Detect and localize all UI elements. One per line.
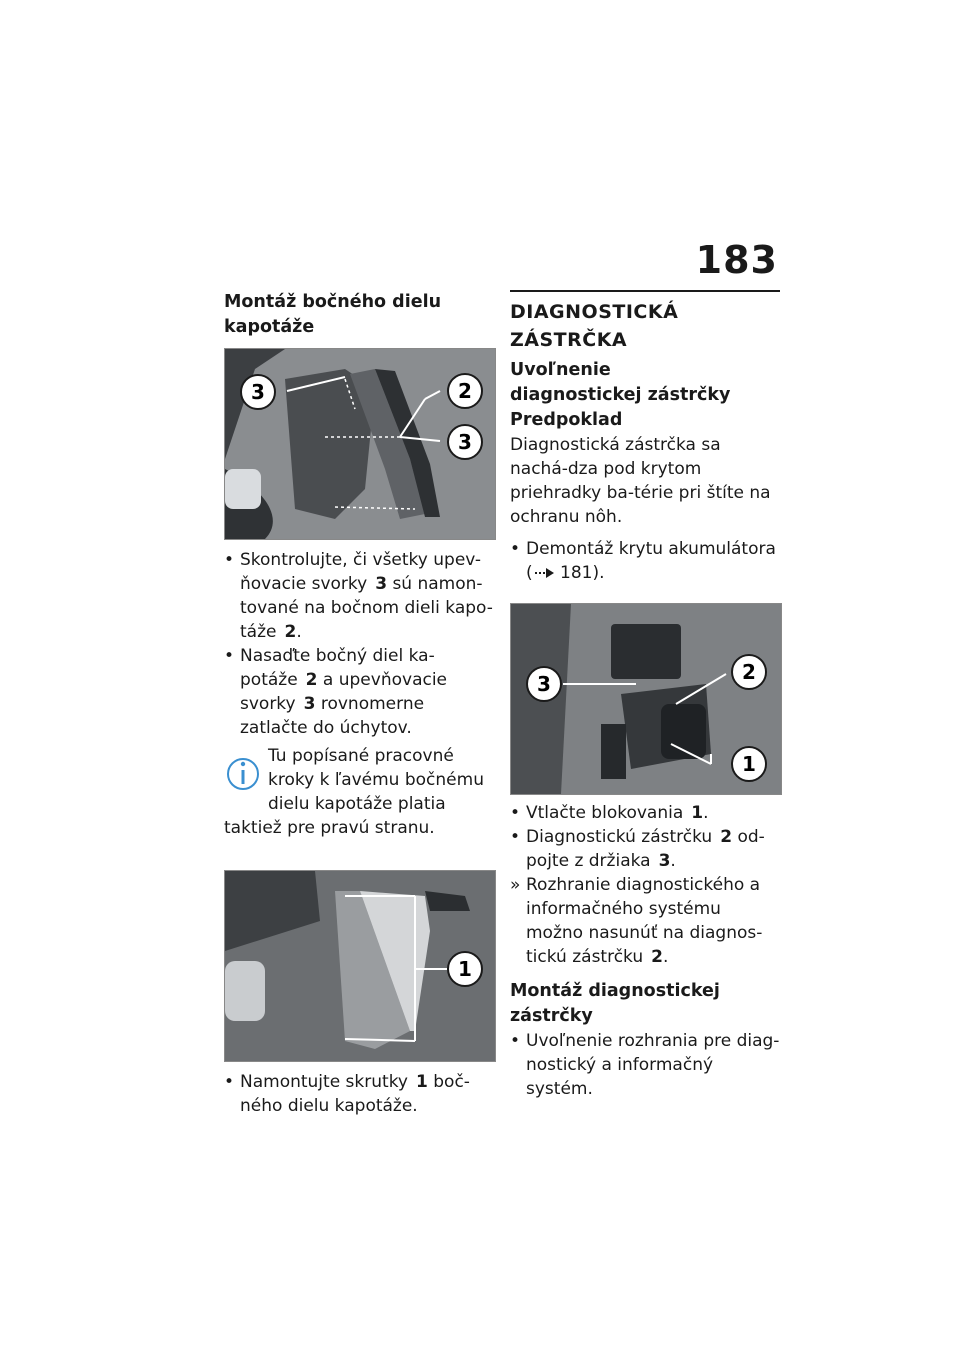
steps-install: [510, 1029, 780, 1101]
steps-list-2: [224, 1070, 496, 1118]
step-item: » Rozhranie diagnostického a informačného systému možno nasunúť na diagnos-tickú zástrčku 2.: [510, 875, 763, 967]
steps-list-1: [224, 548, 496, 740]
prerequisite-label: Predpoklad: [510, 410, 623, 430]
step-item: • Skontrolujte, či všetky upev-ňovacie svorky 3 sú namon-tované na bočnom dieli kapo-táže 2.: [224, 550, 493, 642]
figure-diagnostic-plug: [510, 603, 782, 795]
figure-side-panel-screw: [224, 870, 496, 1062]
callout-1: 1: [458, 957, 472, 981]
callout-2: 2: [742, 660, 756, 684]
right-column: [510, 290, 780, 1101]
step-item: • Demontáž krytu akumulátora ( 181).: [510, 539, 776, 583]
step-item: • Namontujte skrutky 1 boč-ného dielu kapotáže.: [224, 1072, 470, 1116]
callout-1: 1: [742, 752, 756, 776]
heading-side-panel-install: Montáž bočného dielu kapotáže: [224, 292, 442, 337]
page-reference-arrow-icon: [533, 566, 555, 580]
step-item: • Nasaďte bočný diel ka-potáže 2 a upevňovacie svorky 3 rovnomerne zatlačte do úchytov.: [224, 646, 448, 738]
callout-3a: 3: [251, 380, 265, 404]
section-title: DIAGNOSTICKÁ ZÁSTRČKA: [510, 290, 780, 354]
steps-prep: [510, 537, 780, 585]
heading-install-plug: Montáž diagnostickej zástrčky: [510, 981, 720, 1026]
step-item: • Vtlačte blokovania 1.: [510, 803, 709, 823]
callout-3b: 3: [458, 430, 472, 454]
callout-3: 3: [537, 672, 551, 696]
heading-release-plug: Uvoľnenie diagnostickej zástrčky: [510, 360, 731, 405]
left-column: [224, 290, 496, 1118]
step-item: • Uvoľnenie rozhrania pre diag-nostický a informačný systém.: [510, 1031, 780, 1099]
note-text: Tu popísané pracovné kroky k ľavému bočnému dielu kapotáže platia taktiež pre pravú stranu.: [224, 746, 484, 838]
page-number: 183: [695, 238, 778, 282]
steps-release: [510, 801, 780, 969]
step-item: • Diagnostickú zástrčku 2 od-pojte z držiaka 3.: [510, 827, 765, 871]
callout-2: 2: [458, 379, 472, 403]
info-note: [224, 744, 496, 840]
prerequisite-text: Diagnostická zástrčka sa nachá-dza pod krytom priehradky ba-térie pri štíte na ochranu nôh.: [510, 435, 771, 527]
figure-side-panel-clips: [224, 348, 496, 540]
info-icon: [224, 750, 262, 794]
